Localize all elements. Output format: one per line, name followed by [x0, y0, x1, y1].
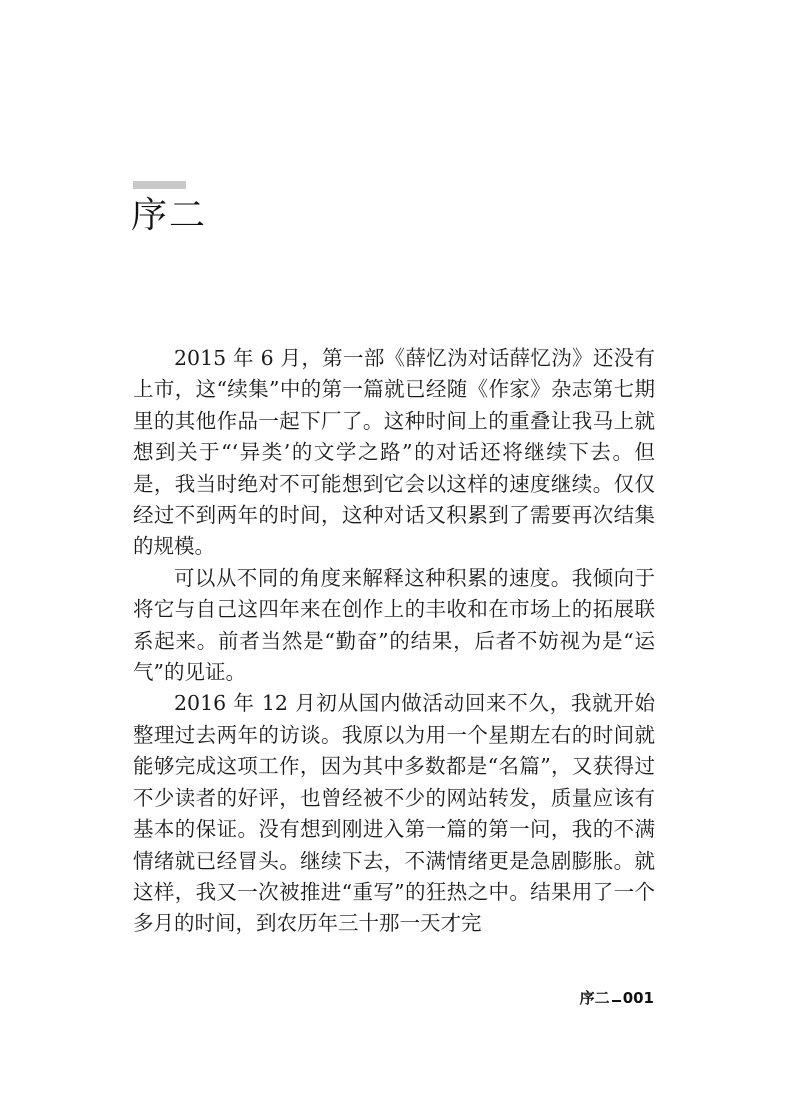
- paragraph: 2016 年 12 月初从国内做活动回来不久，我就开始整理过去两年的访谈。我原以为用一个星期左右的时间就能够完成这项工作，因为其中多数都是“名篇”，又获得过不少读者的好评，也曾经被不少的网站转发，质量应该有基本的保证。没有想到刚进入第一篇的第一问，我的不满情绪就已经冒头。继续下去，不满情绪更是急剧膨胀。就这样，我又一次被推进“重写”的狂热之中。结果用了一个多月的时间，到农历年三十那一天才完: [133, 691, 655, 936]
- running-title: 序二: [579, 989, 610, 1007]
- page-number: 001: [622, 989, 654, 1007]
- paragraph: 2015 年 6 月，第一部《薛忆沩对话薛忆沩》还没有上市，这“续集”中的第一篇就已经随《作家》杂志第七期里的其他作品一起下厂了。这种时间上的重叠让我马上就想到关于“‘异类’的文学之路”的对话还将继续下去。但是，我当时绝对不可能想到它会以这样的速度继续。仅仅经过不到两年的时间，这种对话又积累到了需要再次结集的规模。: [133, 346, 655, 559]
- body-text: [133, 343, 655, 940]
- chapter-title: 序二: [131, 195, 208, 236]
- paragraph: 可以从不同的角度来解释这种积累的速度。我倾向于将它与自己这四年来在创作上的丰收和在市场上的拓展联系起来。前者当然是“勤奋”的结果，后者不妨视为是“运气”的见证。: [133, 565, 655, 685]
- page-footer: [580, 988, 654, 1008]
- footer-separator: [612, 1000, 621, 1002]
- chapter-title-bar: [133, 181, 186, 189]
